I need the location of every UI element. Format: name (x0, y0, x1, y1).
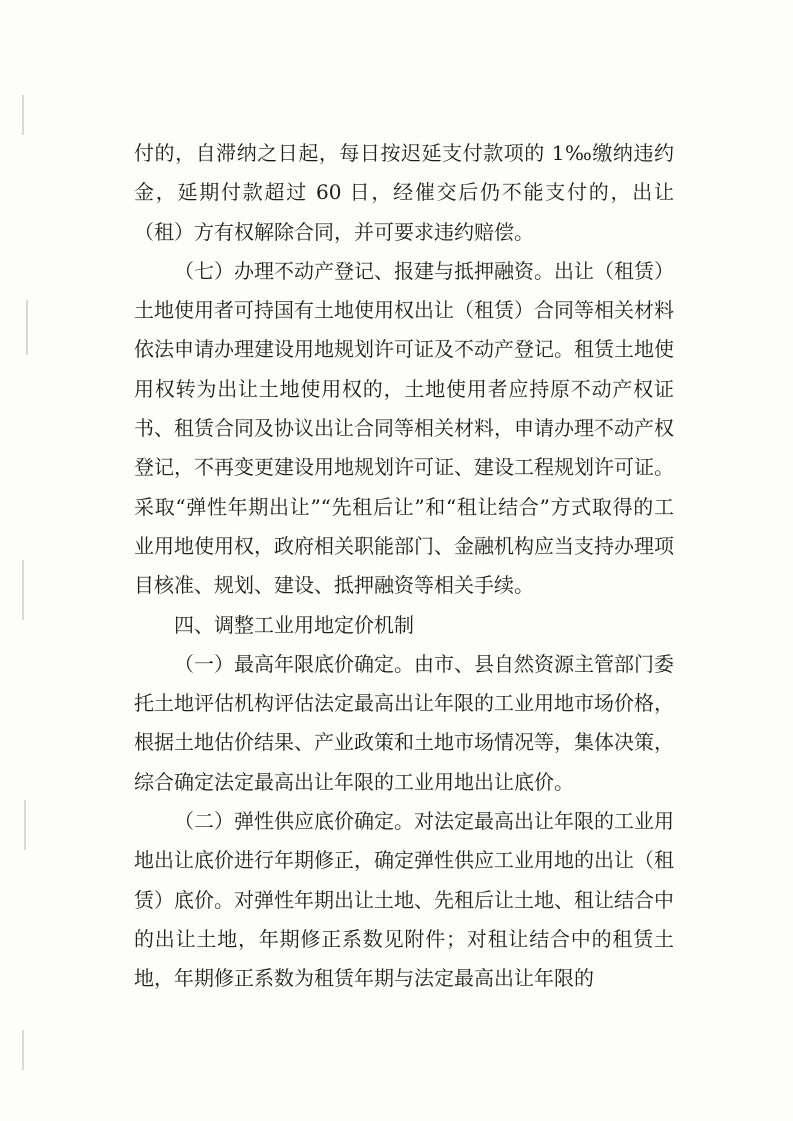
section-heading-4: 四、调整工业用地定价机制 (174, 612, 414, 637)
paragraph-section-7: （七）办理不动产登记、报建与抵押融资。出让（租赁）土地使用者可持国有土地使用权出让（租赁）合同等相关材料依法申请办理建设用地规划许可证及不动产登记。租赁土地使用权转为出让土地使用权的，土地使用者应持原不动产权证书、租赁合同及协议出让合同等相关材料，申请办理不动产权登记，不再变更建设用地规划许可证、建设工程规划许可证。采取“弹性年期出让”“先租后让”和“租让结合”方式取得的工业用地使用权，政府相关职能部门、金融机构应当支持办理项目核准、规划、建设、抵押融资等相关手续。 (134, 258, 674, 598)
scan-margin-mark (26, 300, 28, 355)
paragraph-continuation: 付的，自滞纳之日起，每日按迟延支付款项的 1‰缴纳违约金，延期付款超过 60 日，经催交后仍不能支付的，出让（租）方有权解除合同，并可要求违约赔偿。 (134, 141, 674, 244)
paragraph-section-4-1: （一）最高年限底价确定。由市、县自然资源主管部门委托土地评估机构评估法定最高出让年限的工业用地市场价格，根据土地估价结果、产业政策和土地市场情况等，集体决策，综合确定法定最高出让年限的工业用地出让底价。 (134, 651, 674, 794)
paragraph-section-4-2: （二）弹性供应底价确定。对法定最高出让年限的工业用地出让底价进行年期修正，确定弹性供应工业用地的出让（租赁）底价。对弹性年期出让土地、先租后让土地、租让结合中的出让土地，年期修正系数见附件；对租让结合中的租赁土地，年期修正系数为租赁年期与法定最高出让年限的 (134, 809, 674, 991)
document-body (134, 134, 674, 999)
scan-margin-mark (24, 800, 26, 850)
scan-margin-mark (22, 95, 24, 135)
scan-margin-mark (22, 1030, 24, 1070)
scan-margin-mark (22, 560, 24, 620)
